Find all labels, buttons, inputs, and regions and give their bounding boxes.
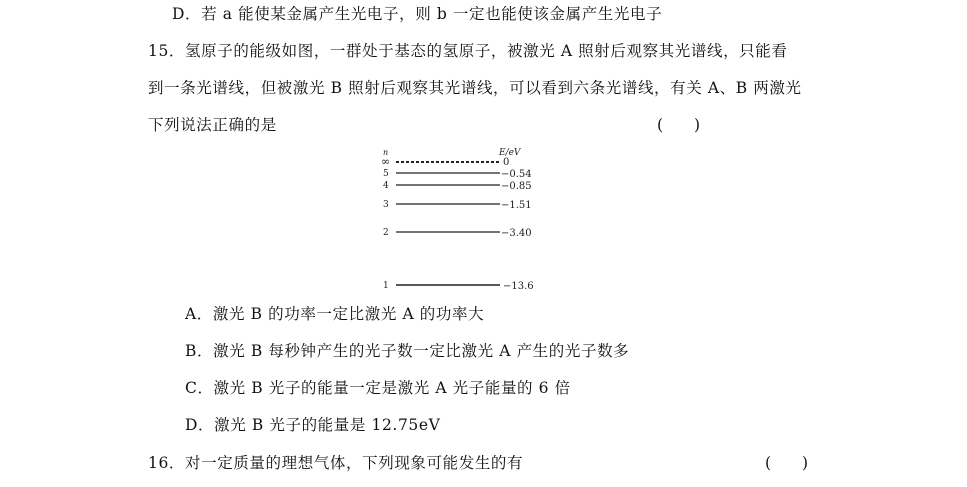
level-energy-label: −1.51	[501, 200, 532, 211]
level-5	[383, 169, 532, 180]
level-n-label: 4	[383, 181, 389, 191]
level-n-label: 1	[383, 281, 389, 291]
level-infinity	[381, 155, 509, 168]
level-energy-label: −0.85	[501, 181, 532, 192]
question-16-stem: 16．对一定质量的理想气体，下列现象可能发生的有	[148, 454, 524, 472]
question-15-stem-line-2: 到一条光谱线，但被激光 B 照射后观察其光谱线，可以看到六条光谱线，有关 A、B 两激光	[148, 79, 802, 97]
energy-axis-header: E/eV	[499, 148, 521, 158]
previous-option-d: D．若 a 能使某金属产生光电子，则 b 一定也能使该金属产生光电子	[172, 5, 663, 23]
level-n-label: ∞	[381, 155, 391, 168]
question-15-stem-line-3: 下列说法正确的是	[148, 116, 277, 134]
option-d: D．激光 B 光子的能量是 12.75eV	[185, 416, 441, 434]
level-1	[383, 281, 534, 292]
level-n-label: 5	[383, 169, 389, 179]
level-energy-label: 0	[503, 157, 510, 168]
level-n-label: 2	[383, 228, 389, 238]
option-c: C．激光 B 光子的能量一定是激光 A 光子能量的 6 倍	[185, 379, 571, 397]
level-energy-label: −13.6	[503, 281, 534, 292]
question-16-answer-parentheses: ( )	[765, 454, 809, 472]
energy-level-diagram	[370, 146, 545, 292]
question-15-answer-parentheses: ( )	[657, 116, 701, 134]
question-15-stem-line-1: 15．氢原子的能级如图，一群处于基态的氢原子，被激光 A 照射后观察其光谱线，只能看	[148, 42, 788, 60]
level-3	[383, 200, 532, 211]
option-b: B．激光 B 每秒钟产生的光子数一定比激光 A 产生的光子数多	[185, 342, 630, 360]
n-axis-header: n	[383, 148, 389, 157]
level-energy-label: −3.40	[501, 228, 532, 239]
level-n-label: 3	[383, 200, 389, 210]
level-4	[383, 181, 532, 192]
option-a: A．激光 B 的功率一定比激光 A 的功率大	[185, 305, 485, 323]
level-2	[383, 228, 532, 239]
level-energy-label: −0.54	[501, 169, 532, 180]
